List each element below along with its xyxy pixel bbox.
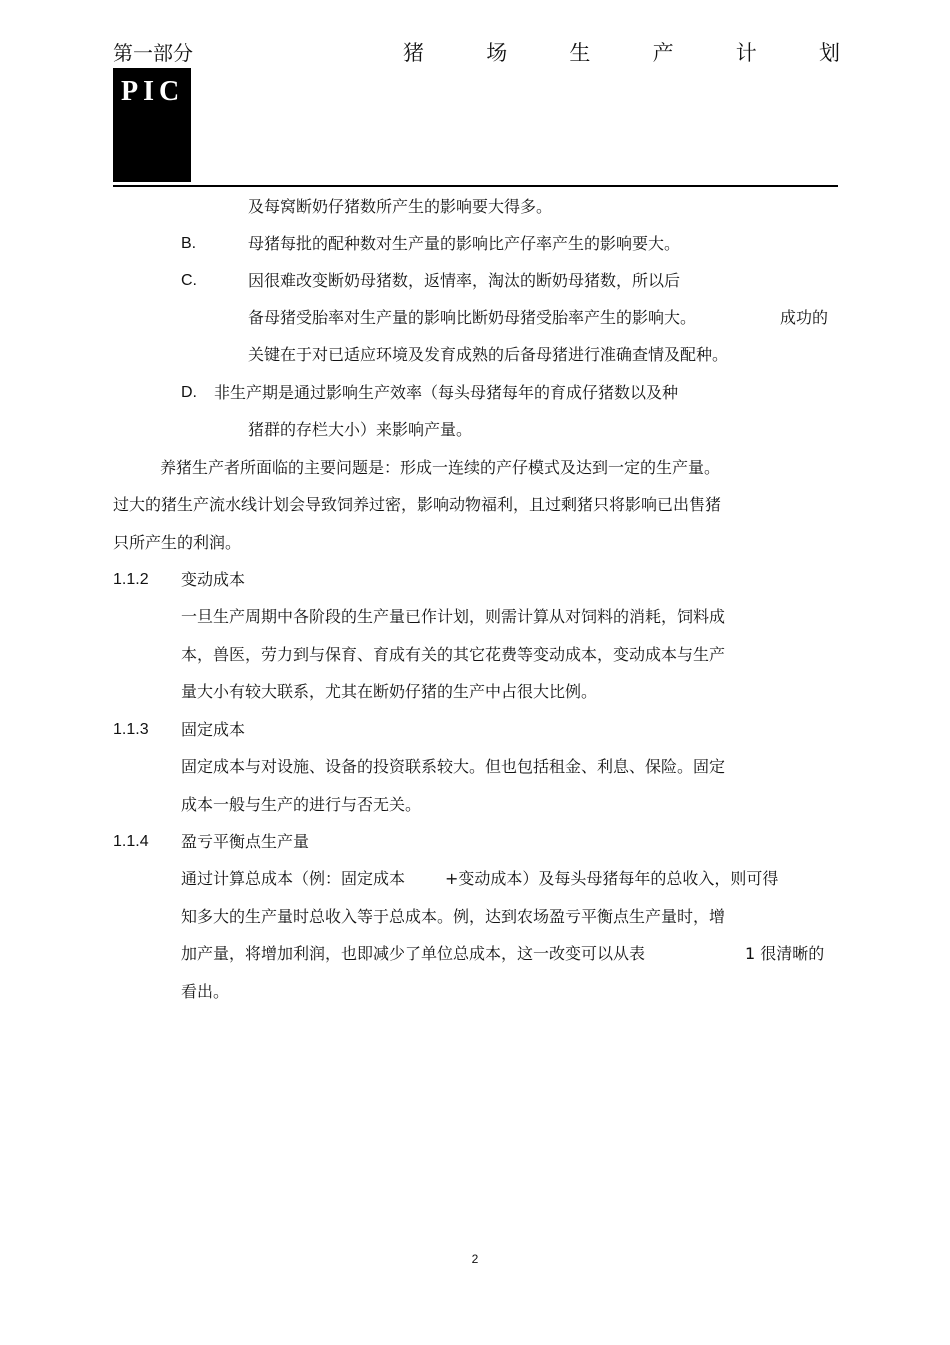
- paragraph-line: 过大的猪生产流水线计划会导致饲养过密，影响动物福利，且过剩猪只将影响已出售猪: [113, 495, 722, 514]
- title-char: 划: [818, 41, 840, 65]
- section-part-label: 第一部分: [113, 41, 193, 65]
- section-body-line: 看出。: [181, 982, 230, 1001]
- section-number: 1.1.3: [113, 721, 149, 738]
- section-body-line: 1 很清晰的: [745, 944, 825, 963]
- title-char: 计: [735, 41, 757, 65]
- page-number: 2: [471, 1252, 479, 1266]
- section-heading: 盈亏平衡点生产量: [181, 832, 310, 851]
- section-number: 1.1.4: [113, 833, 149, 850]
- section-body-line: 通过计算总成本（例：固定成本: [181, 869, 406, 888]
- title-char: 场: [486, 41, 508, 65]
- item-c-label: C.: [181, 272, 197, 289]
- section-heading: 固定成本: [181, 720, 246, 739]
- section-body-line: 知多大的生产量时总收入等于总成本。例，达到农场盈亏平衡点生产量时，增: [181, 907, 726, 926]
- item-c-line: 因很难改变断奶母猪数，返情率，淘汰的断奶母猪数，所以后: [248, 271, 681, 290]
- section-body-line: 量大小有较大联系，尤其在断奶仔猪的生产中占很大比例。: [181, 682, 598, 701]
- pic-logo: [113, 68, 191, 182]
- item-c-line: 备母猪受胎率对生产量的影响比断奶母猪受胎率产生的影响大。: [248, 308, 697, 327]
- item-c-line: 关键在于对已适应环境及发育成熟的后备母猪进行准确查情及配种。: [248, 345, 729, 364]
- section-body-line: 固定成本与对设施、设备的投资联系较大。但也包括租金、利息、保险。固定: [181, 757, 726, 776]
- title-char: 产: [652, 41, 674, 65]
- section-number: 1.1.2: [113, 571, 149, 588]
- item-d-line: 猪群的存栏大小）来影响产量。: [248, 420, 473, 439]
- item-b-label: B.: [181, 235, 197, 252]
- document-title: [403, 40, 840, 66]
- item-a-continuation: 及每窝断奶仔猪数所产生的影响要大得多。: [248, 197, 553, 216]
- section-body-line: 成本一般与生产的进行与否无关。: [181, 795, 422, 814]
- item-d-label: D.: [181, 384, 197, 401]
- section-heading: 变动成本: [181, 570, 246, 589]
- title-char: 猪: [403, 41, 424, 65]
- header-divider: [113, 185, 838, 187]
- section-body-line: 加产量，将增加利润，也即减少了单位总成本，这一改变可以从表: [181, 944, 646, 963]
- paragraph-line: 养猪生产者所面临的主要问题是：形成一连续的产仔模式及达到一定的生产量。: [160, 458, 721, 477]
- section-body-line: 本，兽医，劳力到与保育、育成有关的其它花费等变动成本，变动成本与生产: [181, 645, 726, 664]
- section-body-line: +变动成本）及每头母猪每年的总收入，则可得: [445, 869, 779, 888]
- item-c-line: 成功的: [780, 308, 829, 327]
- section-body-line: 一旦生产周期中各阶段的生产量已作计划，则需计算从对饲料的消耗，饲料成: [181, 607, 726, 626]
- item-b-text: 母猪每批的配种数对生产量的影响比产仔率产生的影响要大。: [248, 234, 681, 253]
- item-d-line: 非生产期是通过影响生产效率（每头母猪每年的育成仔猪数以及种: [214, 383, 679, 402]
- paragraph-line: 只所产生的利润。: [113, 533, 242, 552]
- logo-text: PIC: [121, 76, 185, 107]
- title-char: 生: [569, 41, 591, 65]
